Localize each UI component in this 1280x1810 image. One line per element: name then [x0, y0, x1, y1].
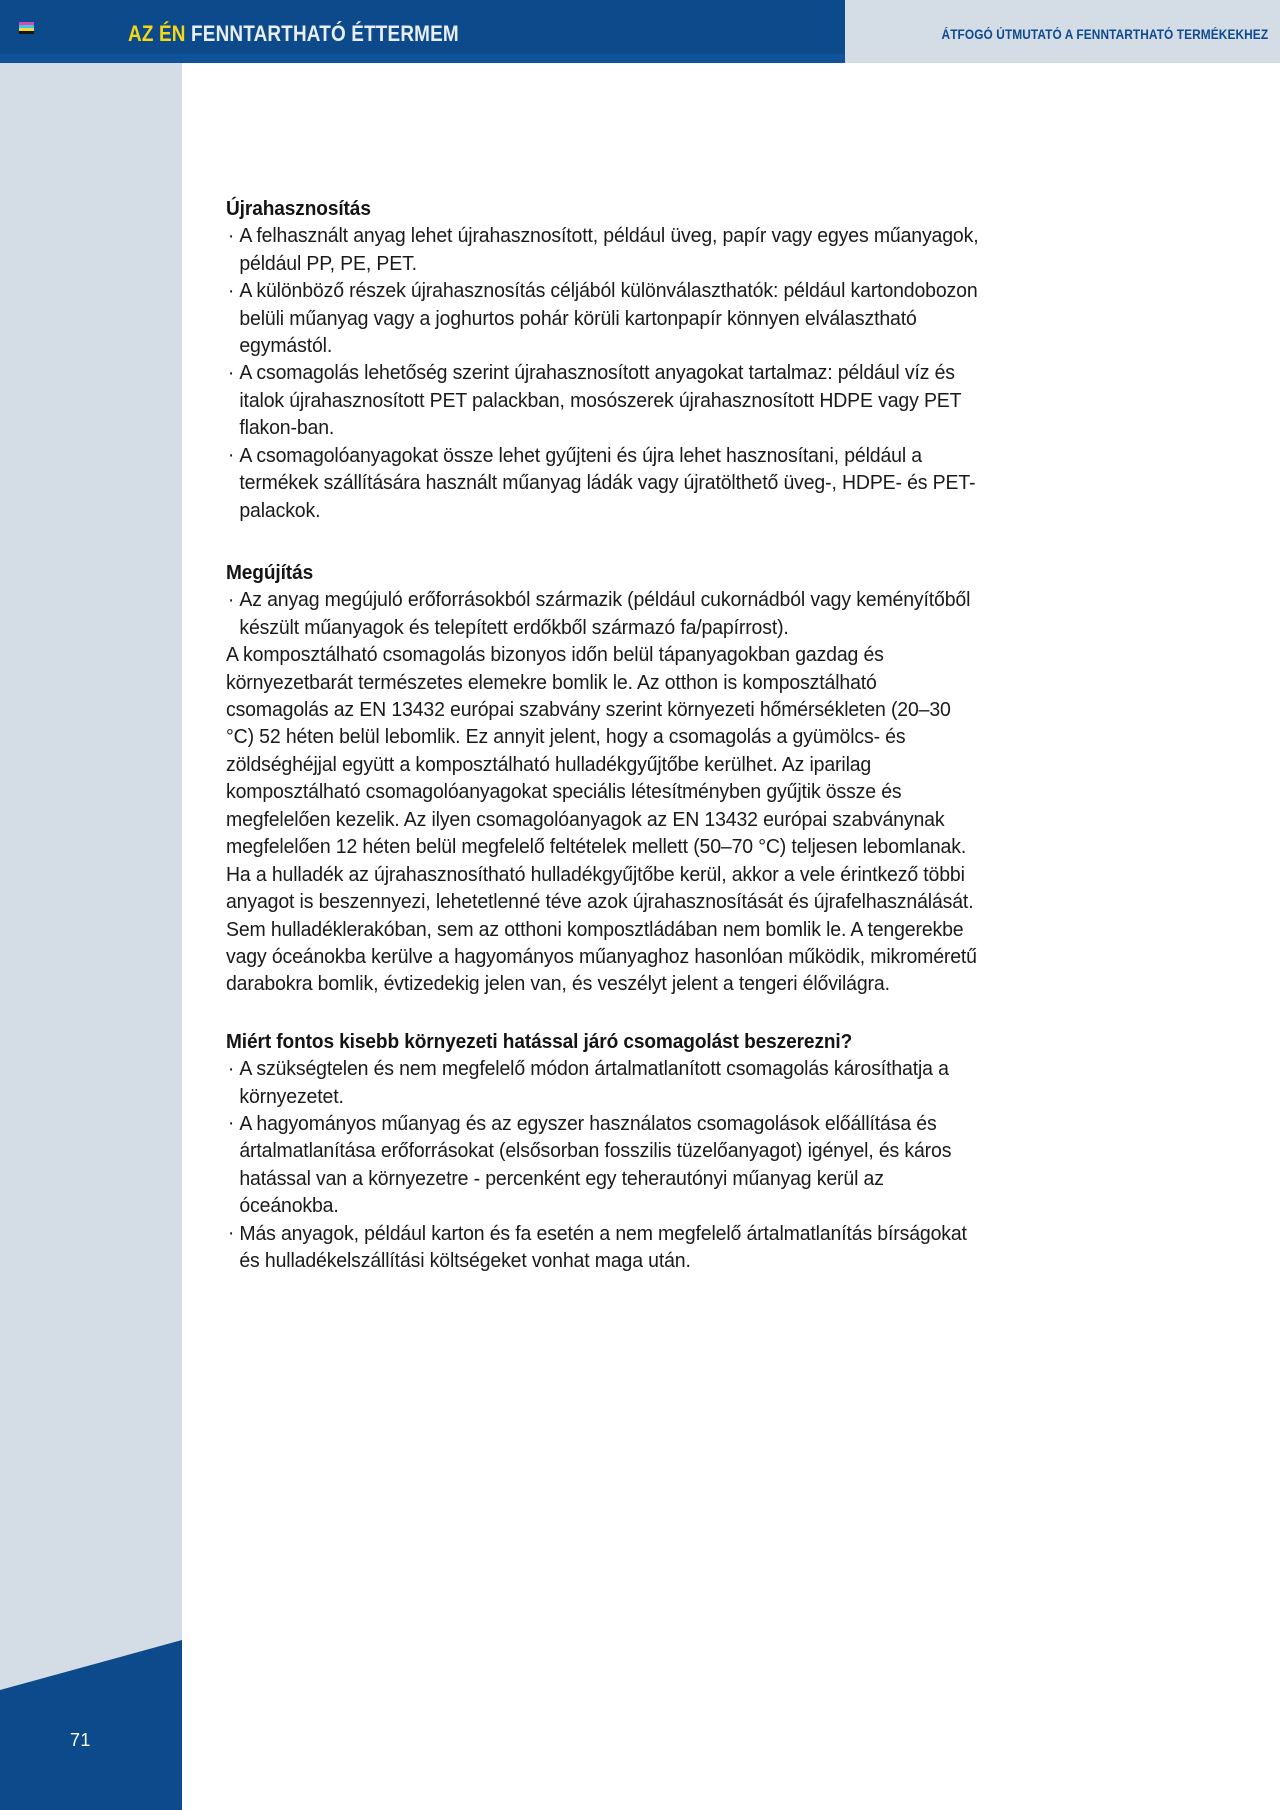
list-item: · A hagyományos műanyag és az egyszer használatos csomagolások előállítása és ártalmatlanítása erőforrásokat (elsősorban fosszilis tüzelőanyagot) igényel, és káros hatással van a környezetre - percenként egy teherautónyi műanyag kerül az óceánokba.	[226, 1111, 980, 1221]
list-item: · A csomagolóanyagokat össze lehet gyűjteni és újra lehet hasznosítani, például a termékek szállítására használt műanyag ládák vagy újratölthető üveg-, HDPE- és PET-palackok.	[226, 443, 980, 525]
header-title-accent: AZ ÉN	[128, 21, 186, 46]
registration-mark-icon	[19, 22, 34, 34]
header-subtitle: ÁTFOGÓ ÚTMUTATÓ A FENNTARTHATÓ TERMÉKEKHEZ	[941, 27, 1268, 42]
page-content	[182, 63, 1280, 1810]
bullet-list-why-important	[226, 1056, 1016, 1276]
header-accent-strip	[0, 54, 845, 63]
bullet-list-renewal	[226, 587, 1016, 642]
page-number: 71	[70, 1730, 91, 1750]
section-title-recycling: Újrahasznosítás	[226, 197, 371, 220]
section-spacer	[226, 999, 1016, 1029]
paragraph-compostable: A komposztálható csomagolás bizonyos időn belül tápanyagokban gazdag és környezetbarát természetes elemekre bomlik le. Az otthon is komposztálható csomagolás az EN 13432 európai szabvány szerint környezeti hőmérsékleten (20–30 °C) 52 héten belül lebomlik. Ez annyit jelent, hogy a csomagolás a gyümölcs- és zöldséghéjjal együtt a komposztálható hulladékgyűjtőbe kerülhet. Az iparilag komposztálható csomagolóanyagokat speciális létesítményben gyűjtik össze és megfelelően kezelik. Az ilyen csomagolóanyagok az EN 13432 európai szabványnak megfelelően 12 héten belül megfelelő feltételek mellett (50–70 °C) teljesen lebomlanak. Ha a hulladék az újrahasznosítható hulladékgyűjtőbe kerül, akkor a vele érintkező többi anyagot is beszennyezi, lehetetlenné téve azok újrahasznosítását és újrafelhasználását. Sem hulladéklerakóban, sem az otthoni komposztládában nem bomlik le. A tengerekbe vagy óceánokba kerülve a hagyományos műanyaghoz hasonlóan működik, mikroméretű darabokra bomlik, évtizedekig jelen van, és veszélyt jelent a tengeri élővilágra.	[226, 644, 977, 996]
footer-angled-shape	[0, 1520, 182, 1810]
header-title	[128, 21, 459, 47]
section-title-why-important: Miért fontos kisebb környezeti hatással járó csomagolást beszerezni?	[226, 1029, 853, 1053]
page-header	[0, 0, 1280, 63]
list-item: · A különböző részek újrahasznosítás céljából különválaszthatók: például kartondobozon belüli műanyag vagy a joghurtos pohár körüli kartonpapír könnyen elválasztható egymástól.	[226, 278, 980, 360]
bullet-list-recycling	[226, 223, 1016, 525]
header-title-rest: FENNTARTHATÓ ÉTTERMEM	[191, 21, 459, 46]
list-item: · A felhasznált anyag lehet újrahasznosított, például üveg, papír vagy egyes műanyagok, például PP, PE, PET.	[226, 223, 980, 278]
section-title-renewal: Megújítás	[226, 561, 314, 585]
section-spacer	[226, 525, 1016, 560]
text-column	[226, 196, 1016, 1276]
list-item: · A csomagolás lehetőség szerint újrahasznosított anyagokat tartalmaz: például víz és italok újrahasznosított PET palackban, mosószerek újrahasznosított HDPE vagy PET flakon-ban.	[226, 360, 980, 442]
list-item: · Más anyagok, például karton és fa esetén a nem megfelelő ártalmatlanítás bírságokat és hulladékelszállítási költségeket vonhat maga után.	[226, 1221, 980, 1276]
list-item: · Az anyag megújuló erőforrásokból származik (például cukornádból vagy keményítőből készült műanyagok és telepített erdőkből származó fa/papírrost).	[226, 587, 980, 642]
list-item: · A szükségtelen és nem megfelelő módon ártalmatlanított csomagolás károsíthatja a környezetet.	[226, 1056, 980, 1111]
